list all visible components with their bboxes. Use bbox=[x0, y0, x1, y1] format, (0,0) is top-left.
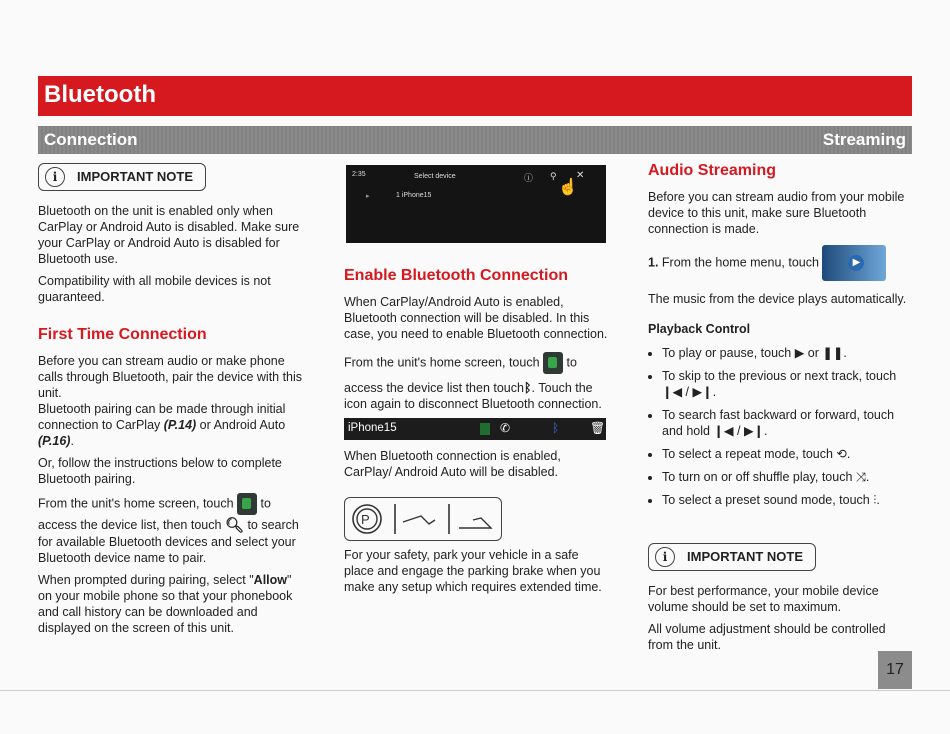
paragraph: access the device list, then touch 🔍︎ to search for available Bluetooth devices and select your Bluetooth device name to pair. bbox=[38, 516, 299, 565]
page-title: Bluetooth bbox=[44, 81, 156, 108]
info-icon: ⓘ bbox=[524, 173, 534, 183]
info-icon: i bbox=[45, 167, 65, 187]
safety-text bbox=[344, 547, 610, 601]
bluetooth-icon: ᛒ bbox=[552, 421, 560, 435]
device-name: iPhone15 bbox=[348, 422, 397, 434]
device-select-screenshot bbox=[346, 165, 606, 243]
important-note-box bbox=[38, 163, 206, 191]
bluetooth-icon: ᛒ bbox=[523, 381, 532, 395]
paragraph: From the unit's home screen, touch to bbox=[38, 493, 308, 515]
playback-list bbox=[648, 345, 914, 508]
note-text: All volume adjustment should be controlled from the unit. bbox=[648, 622, 886, 652]
page-number: 17 bbox=[878, 651, 912, 689]
audio-streaming-heading: Audio Streaming bbox=[648, 162, 777, 179]
status-indicator bbox=[480, 423, 490, 435]
phone-icon: ✆ bbox=[500, 421, 511, 435]
divider bbox=[0, 690, 950, 691]
paragraph: For your safety, park your vehicle in a safe place and engage the parking brake when you make any setup which requires extended time. bbox=[344, 548, 602, 594]
page-ref: (P.14) bbox=[163, 418, 197, 432]
info-icon: i bbox=[655, 547, 675, 567]
search-icon: ⚲ bbox=[550, 171, 557, 181]
paragraph: Before you can stream audio from your mobile device to this unit, make sure Bluetooth connection is made. bbox=[648, 190, 905, 236]
bluetooth-phone-icon bbox=[543, 352, 563, 374]
middle-column bbox=[344, 268, 610, 418]
note-text: Compatibility with all mobile devices is not guaranteed. bbox=[38, 274, 271, 304]
paragraph: access the device list then touchᛒ. Touch the icon again to disconnect Bluetooth connection. bbox=[344, 381, 602, 411]
paragraph: The music from the device plays automatically. bbox=[648, 292, 907, 306]
search-icon: 🔍︎ bbox=[224, 516, 244, 534]
paragraph: Bluetooth pairing can be made through initial connection to CarPlay (P.14) or Android Auto (P.16). bbox=[38, 402, 286, 448]
enable-heading: Enable Bluetooth Connection bbox=[344, 267, 568, 284]
parking-brake-icon bbox=[345, 498, 501, 540]
first-connection-heading: First Time Connection bbox=[38, 326, 207, 343]
section-streaming: Streaming bbox=[822, 130, 906, 149]
note-label: IMPORTANT NOTE bbox=[687, 549, 804, 564]
note-label: IMPORTANT NOTE bbox=[77, 169, 194, 184]
list-item: • To play or pause, touch ▶ or ❚❚. bbox=[662, 345, 914, 361]
note-text: For best performance, your mobile device volume should be set to maximum. bbox=[648, 584, 879, 614]
device-bar bbox=[344, 418, 606, 440]
trash-icon: 🗑︎ bbox=[590, 421, 606, 435]
screen-device-row: 1 iPhone15 bbox=[396, 192, 432, 199]
list-item: • To skip to the previous or next track, touch ❙◀ / ▶❙. bbox=[662, 368, 914, 400]
svg-text:P: P bbox=[361, 512, 370, 527]
paragraph: When Bluetooth connection is enabled, CarPlay/ Android Auto will be disabled. bbox=[344, 449, 561, 479]
bluetooth-phone-icon bbox=[237, 493, 257, 515]
paragraph: When CarPlay/Android Auto is enabled, Bluetooth connection will be disabled. In this case, you need to enable Bluetooth connection. bbox=[344, 295, 608, 341]
close-icon: ✕ bbox=[576, 170, 585, 181]
important-note-box bbox=[648, 543, 816, 571]
right-column bbox=[648, 163, 914, 659]
section-connection: Connection bbox=[44, 130, 138, 149]
music-play-tile-icon bbox=[822, 245, 886, 281]
paragraph: Before you can stream audio or make phone calls through Bluetooth, pair the device with this unit. bbox=[38, 354, 303, 400]
list-item: • To select a repeat mode, touch ⟲. bbox=[662, 446, 914, 462]
hand-pointer-icon: ☝ bbox=[558, 179, 578, 196]
middle-column-lower bbox=[344, 448, 610, 486]
chevron-icon: ▸ bbox=[366, 193, 370, 200]
paragraph: From the unit's home screen, touch to bbox=[344, 352, 610, 374]
left-column bbox=[38, 163, 308, 642]
title-bar bbox=[38, 76, 912, 116]
screen-time: 2:35 bbox=[352, 171, 366, 178]
paragraph: Or, follow the instructions below to complete Bluetooth pairing. bbox=[38, 456, 282, 486]
page-ref: (P.16) bbox=[38, 434, 71, 448]
note-text: Bluetooth on the unit is enabled only when CarPlay or Android Auto is disabled. Make sure your CarPlay or Android Auto is disabled for Bluetooth use. bbox=[38, 204, 300, 266]
screen-title: Select device bbox=[414, 173, 456, 180]
list-item: • To search fast backward or forward, touch and hold ❙◀ / ▶❙. bbox=[662, 407, 914, 439]
section-bar bbox=[38, 126, 912, 154]
parking-brake-diagram bbox=[344, 497, 502, 541]
step: 1. From the home menu, touch ▶ bbox=[648, 245, 914, 281]
playback-heading: Playback Control bbox=[648, 322, 751, 336]
list-item: • To select a preset sound mode, touch ⫶. bbox=[662, 492, 914, 508]
list-item: • To turn on or off shuffle play, touch ⤨. bbox=[662, 469, 914, 485]
paragraph: When prompted during pairing, select "Allow" on your mobile phone so that your phonebook and call history can be downloaded and displayed on the screen of this unit. bbox=[38, 572, 293, 635]
